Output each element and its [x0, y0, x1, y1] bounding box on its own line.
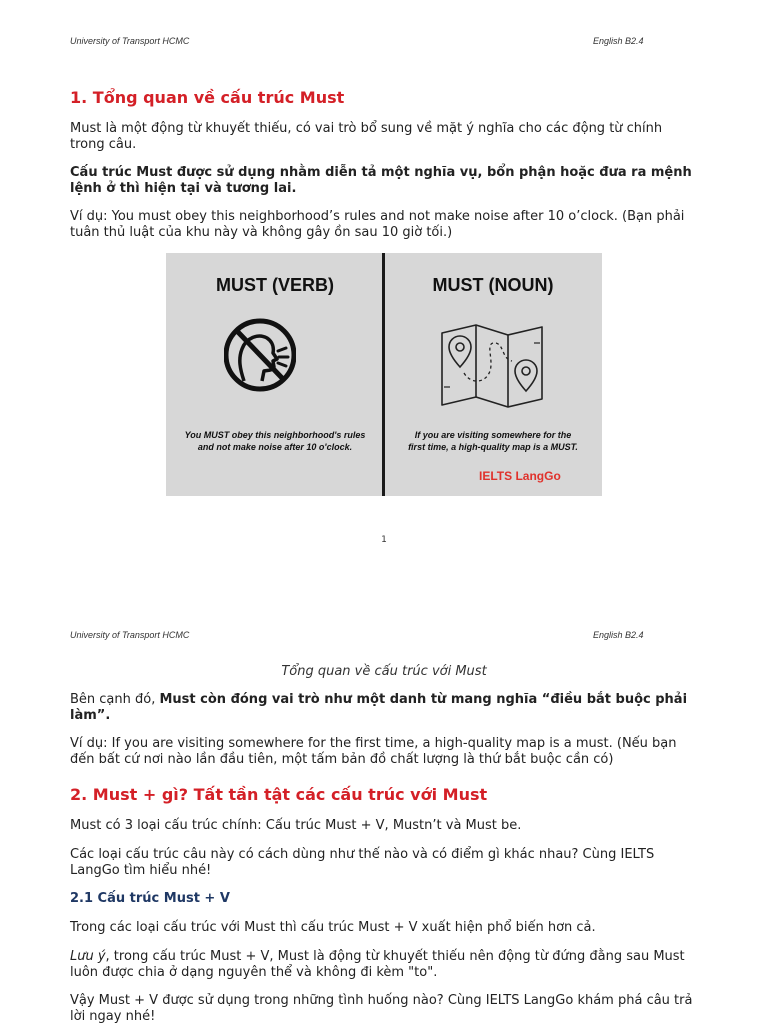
paragraph-situations: Vậy Must + V được sử dụng trong những tình huống nào? Cùng IELTS LangGo khám phá câu trả lời ngay nhé!	[70, 993, 693, 1024]
paragraph-example-verb: Ví dụ: You must obey this neighborhood’s rules and not make noise after 10 o’clock. (Bạn phải tuân thủ luật của khu này và không gây ồn sau 10 giờ tối.)	[70, 209, 685, 240]
paragraph-intro: Must là một động từ khuyết thiếu, có vai trò bổ sung về mặt ý nghĩa cho các động từ chính trong câu.	[70, 121, 663, 152]
figure-divider	[382, 253, 385, 496]
paragraph-definition	[70, 165, 700, 196]
paragraph-must-v-common: Trong các loại cấu trúc với Must thì cấu trúc Must + V xuất hiện phổ biến hơn cả.	[70, 920, 596, 935]
figure-left-caption	[166, 429, 384, 453]
figure-right-caption	[384, 429, 602, 453]
note-italic: Lưu ý	[70, 949, 106, 964]
paragraph-three-structures: Must có 3 loại cấu trúc chính: Cấu trúc Must + V, Mustn’t và Must be.	[70, 818, 522, 833]
page2-header-right: English B2.4	[593, 630, 644, 640]
ielts-langgo-logo: IELTS LangGo	[479, 469, 561, 483]
paragraph-noun-usage	[70, 692, 700, 723]
folded-map-icon	[436, 323, 551, 411]
right-caption-line2: first time, a high-quality map is a MUST.	[408, 442, 578, 452]
left-caption-line2: and not make noise after 10 o'clock.	[197, 442, 353, 452]
figure-caption: Tổng quan về cấu trúc với Must	[281, 664, 487, 679]
no-talking-icon	[224, 311, 296, 397]
subheading-must-v: 2.1 Cấu trúc Must + V	[70, 891, 230, 906]
page1-header-right: English B2.4	[593, 36, 644, 46]
page2-header-left: University of Transport HCMC	[70, 630, 190, 640]
paragraph-question: Các loại cấu trúc câu này có cách dùng như thế nào và có điểm gì khác nhau? Cùng IELTS LangGo tìm hiểu nhé!	[70, 847, 655, 878]
page1-header-left: University of Transport HCMC	[70, 36, 190, 46]
heading-overview: 1. Tổng quan về cấu trúc Must	[70, 88, 345, 107]
noun-usage-bold: Must còn đóng vai trò như một danh từ mang nghĩa “điều bắt buộc phải làm”.	[70, 692, 688, 723]
heading-structures: 2. Must + gì? Tất tần tật các cấu trúc với Must	[70, 785, 488, 804]
figure-left-title: MUST (VERB)	[216, 275, 334, 295]
left-caption-line1: You MUST obey this neighborhood's rules	[184, 430, 366, 440]
definition-bold: Cấu trúc Must được sử dụng nhằm diễn tả một nghĩa vụ, bổn phận hoặc đưa ra mệnh lệnh ở thì hiện tại và tương lai.	[70, 165, 692, 196]
note-rest: , trong cấu trúc Must + V, Must là động từ khuyết thiếu nên động từ đứng đằng sau Must luôn được chia ở dạng nguyên thể và không đi kèm "to".	[70, 949, 685, 980]
must-verb-noun-figure	[166, 253, 602, 496]
paragraph-note	[70, 949, 700, 980]
noun-usage-prefix: Bên cạnh đó,	[70, 692, 160, 707]
figure-right-title: MUST (NOUN)	[432, 275, 554, 295]
paragraph-example-noun: Ví dụ: If you are visiting somewhere for the first time, a high-quality map is a must. (Nếu bạn đến bất cứ nơi nào lần đầu tiên, một tấm bản đồ chất lượng là thứ bắt buộc cần có)	[70, 736, 677, 767]
page-number: 1	[381, 535, 387, 545]
right-caption-line1: If you are visiting somewhere for the	[414, 430, 572, 440]
